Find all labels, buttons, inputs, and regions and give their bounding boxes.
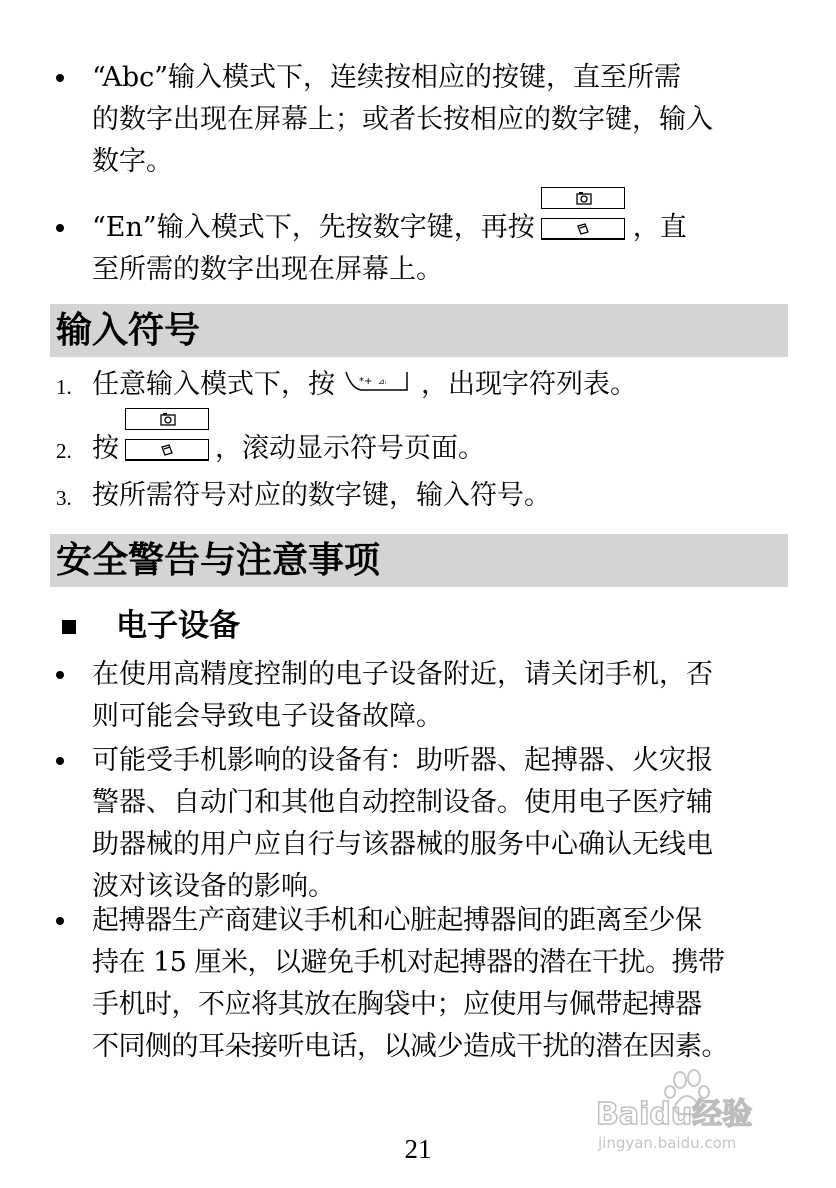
- step-number: 1.: [56, 375, 72, 399]
- text-line: “Abc”输入模式下，连续按相应的按键，直至所需: [92, 62, 682, 93]
- text-line: 助器械的用户应自行与该器械的服务中心确认无线电: [92, 829, 713, 860]
- bullet-dot: [56, 74, 64, 82]
- section-heading: 安全警告与注意事项: [50, 534, 788, 587]
- text-line: 波对该设备的影响。: [92, 871, 335, 902]
- square-bullet-icon: [62, 620, 76, 634]
- text-line: 手机时，不应将其放在胸袋中；应使用与佩带起搏器: [92, 989, 702, 1020]
- message-key-icon: [125, 439, 209, 461]
- bullet-dot: [56, 671, 64, 679]
- section-heading: 输入符号: [50, 304, 788, 357]
- star-key-icon: [345, 370, 411, 392]
- text-line: 可能受手机影响的设备有：助听器、起搏器、火灾报: [92, 745, 713, 776]
- text-line: 至所需的数字出现在屏幕上。: [92, 254, 443, 285]
- watermark-url: jingyan.baidu.com: [598, 1134, 737, 1152]
- watermark-brand: Baidu经验: [596, 1097, 753, 1132]
- list-item: [56, 900, 786, 1068]
- text-line: 按所需符号对应的数字键，输入符号。: [92, 480, 551, 511]
- list-item: [56, 740, 786, 908]
- subheading-title: 电子设备: [116, 608, 240, 644]
- camera-key-icon: [125, 408, 209, 430]
- text-line: 任意输入模式下，按: [92, 369, 335, 400]
- bullet-dot: [56, 757, 64, 765]
- scroll-keys-icon: [125, 436, 209, 464]
- list-item: [56, 428, 786, 470]
- bullet-dot: [56, 224, 64, 232]
- text-line: 持在 15 厘米，以避免手机对起搏器的潜在干扰。携带: [92, 947, 725, 978]
- text-line: “En”输入模式下，先按数字键，再按: [92, 212, 535, 243]
- scroll-keys-icon: [541, 215, 627, 243]
- text-line: ，直: [632, 212, 687, 243]
- text-line: 数字。: [92, 146, 173, 177]
- list-item: [56, 207, 786, 291]
- text-line: ，出现字符列表。: [421, 369, 637, 400]
- text-line: 在使用高精度控制的电子设备附近，请关闭手机，否: [92, 659, 713, 690]
- text-line: 按: [92, 433, 119, 464]
- camera-key-icon: [541, 187, 625, 209]
- text-line: 起搏器生产商建议手机和心脏起搏器间的距离至少保: [92, 905, 702, 936]
- list-item: [56, 57, 786, 183]
- text-line: 警器、自动门和其他自动控制设备。使用电子医疗辅: [92, 787, 713, 818]
- message-key-icon: [541, 218, 625, 240]
- step-number: 2.: [56, 439, 72, 463]
- bullet-dot: [56, 917, 64, 925]
- list-item: [56, 475, 786, 517]
- text-line: 不同侧的耳朵接听电话，以减少造成干扰的潜在因素。: [92, 1031, 728, 1062]
- svg-text:*+: *+: [359, 375, 373, 387]
- text-line: ，滚动显示符号页面。: [215, 433, 485, 464]
- svg-text:⊿ᵢ: ⊿ᵢ: [378, 376, 387, 386]
- list-item: [56, 654, 786, 738]
- list-item: [56, 364, 786, 406]
- text-line: 则可能会导致电子设备故障。: [92, 701, 443, 732]
- text-line: 的数字出现在屏幕上；或者长按相应的数字键，输入: [92, 104, 713, 135]
- page-number: 21: [404, 1134, 432, 1164]
- step-number: 3.: [56, 486, 72, 510]
- subheading: [58, 604, 240, 648]
